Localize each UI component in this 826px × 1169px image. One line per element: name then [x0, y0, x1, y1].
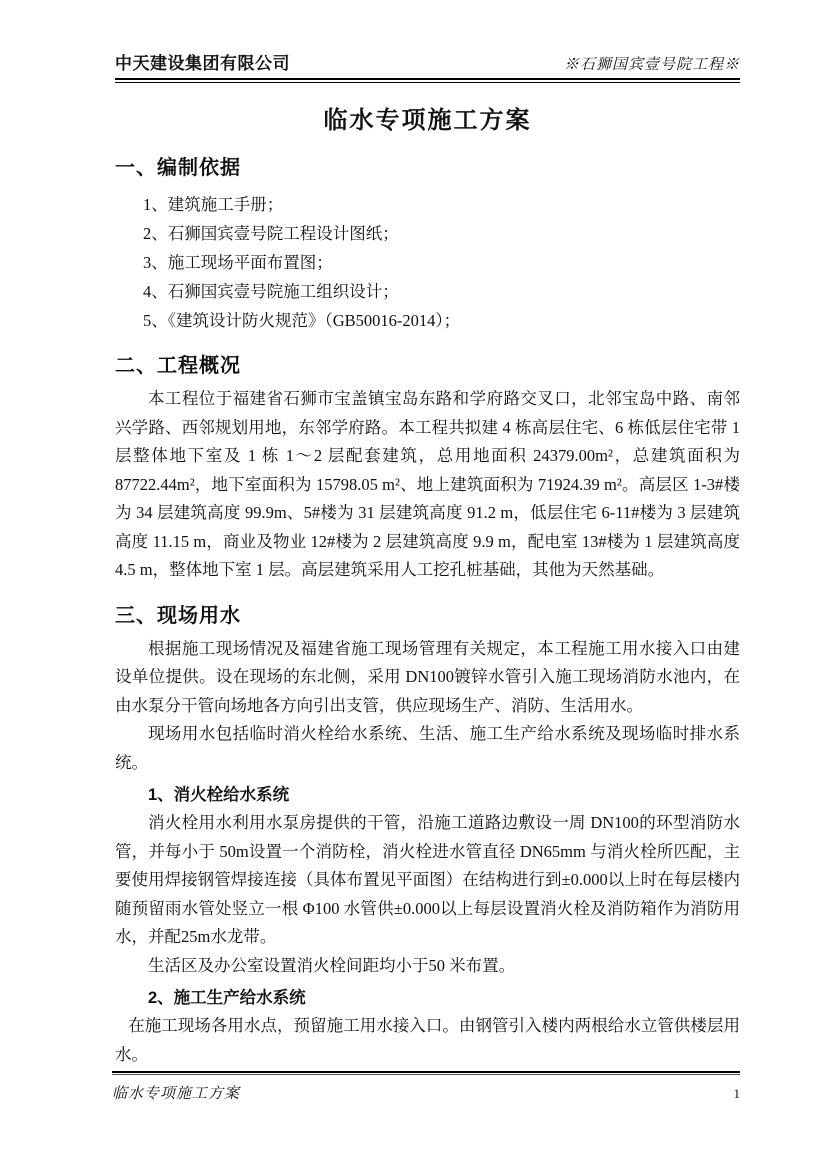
section-heading-site-water: 三、现场用水 [115, 604, 241, 627]
section-heading-overview: 二、工程概况 [115, 355, 241, 377]
list-item: 3、施工现场平面布置图； [143, 253, 333, 272]
header-company-name: 中天建设集团有限公司 [115, 54, 290, 73]
list-item: 2、石狮国宾壹号院工程设计图纸； [143, 224, 399, 243]
list-item: 4、石狮国宾壹号院施工组织设计； [143, 282, 399, 301]
list-item: 1、建筑施工手册； [143, 195, 284, 214]
footer-rule [112, 1071, 740, 1075]
subsection-heading-hydrant: 1、消火栓给水系统 [148, 786, 290, 804]
paragraph: 生活区及办公室设置消火栓间距均小于50 米布置。 [148, 955, 516, 975]
paragraph: 消火栓用水利用水泵房提供的干管，沿施工道路边敷设一周 DN100的环型消防水管，并每小于 50m设置一个消防栓，消火栓进水管直径 DN65mm 与消火栓所匹配，主要使用焊接钢管焊接连接（具体布置见平面图）在结构进行到±0.000以上时在每层楼内随预留雨水管处竖立一根 Φ100 水管供±0.000以上每层设置消火栓及消防箱作为消防用水，并配25m水龙带。 [115, 813, 740, 946]
header-double-rule [115, 78, 740, 83]
list-item: 5、《建筑设计防火规范》（GB50016-2014）； [143, 311, 461, 330]
page-header [115, 54, 740, 75]
basis-list [115, 190, 740, 335]
document-title: 临水专项施工方案 [323, 107, 532, 134]
paragraph: 现场用水包括临时消火栓给水系统、生活、施工生产给水系统及现场临时排水系统。 [115, 724, 740, 772]
page-footer [112, 1071, 740, 1103]
section-heading-basis: 一、编制依据 [115, 157, 241, 179]
paragraph: 根据施工现场情况及福建省施工现场管理有关规定，本工程施工用水接入口由建设单位提供。设在现场的东北侧，采用 DN100镀锌水管引入施工现场消防水池内，在由水泵分干管向场地各方向引出支管，供应现场生产、消防、生活用水。 [115, 638, 740, 715]
subsection-heading-production-water: 2、施工生产给水系统 [148, 989, 306, 1007]
paragraph: 在施工现场各用水点，预留施工用水接入口。由钢管引入楼内两根给水立管供楼层用水。 [115, 1016, 740, 1064]
header-project-name: ※石狮国宾壹号院工程※ [563, 57, 740, 73]
paragraph: 本工程位于福建省石狮市宝盖镇宝岛东路和学府路交叉口，北邻宝岛中路、南邻兴学路、西邻规划用地，东邻学府路。本工程共拟建 4 栋高层住宅、6 栋低层住宅带 1 层整体地下室及 1 栋 1～2 层配套建筑，总用地面积 24379.00m²，总建筑面积为 87722.44m²，地下室面积为 15798.05 m²、地上建筑面积为 71924.39 m²。高层区 1-3#楼为 34 层建筑高度 99.9m、5#楼为 31 层建筑高度 91.2 m，低层住宅 6-11#楼为 3 层建筑高度 11.15 m，商业及物业 12#楼为 2 层建筑高度 9.9 m，配电室 13#楼为 1 层建筑高度 4.5 m，整体地下室 1 层。高层建筑采用人工挖孔桩基础，其他为天然基础。 [115, 389, 740, 579]
footer-page-number: 1 [733, 1086, 740, 1101]
footer-doc-title: 临水专项施工方案 [112, 1086, 241, 1102]
